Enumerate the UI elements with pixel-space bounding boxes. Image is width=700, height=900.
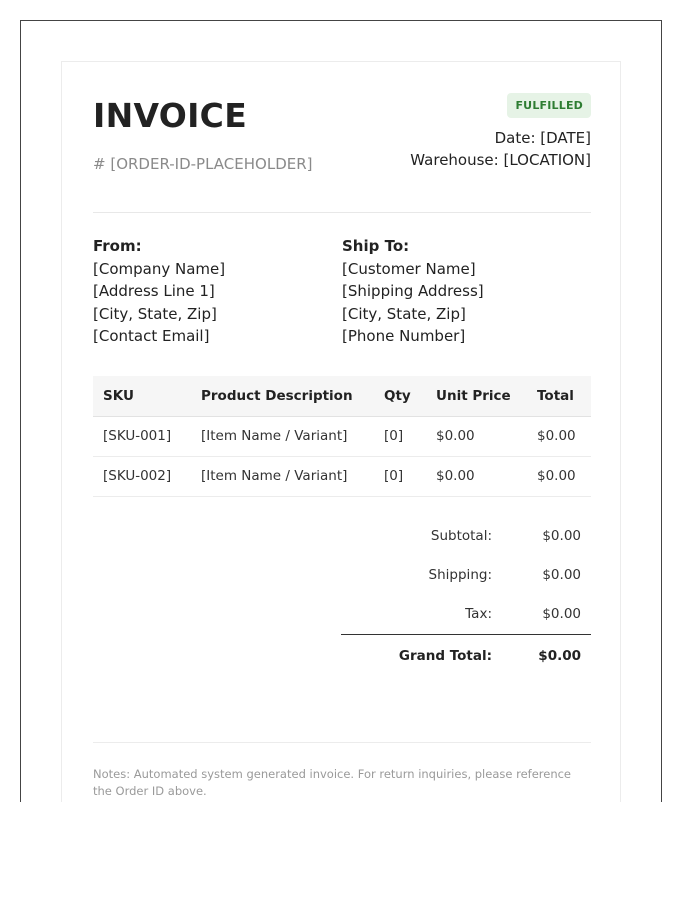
table-row xyxy=(93,456,591,496)
invoice-date: Date: [DATE] xyxy=(494,129,591,147)
column-header-qty: Qty xyxy=(374,376,426,416)
cell-sku: [SKU-001] xyxy=(93,416,191,456)
cell-qty: [0] xyxy=(374,416,426,456)
from-city-state-zip: [City, State, Zip] xyxy=(93,304,217,323)
tax-value: $0.00 xyxy=(542,606,581,622)
tax-row xyxy=(341,594,591,633)
invoice-title: INVOICE xyxy=(93,96,248,135)
column-header-sku: SKU xyxy=(93,376,191,416)
ship-to-phone-number: [Phone Number] xyxy=(342,327,466,345)
grand-total-value: $0.00 xyxy=(538,648,581,664)
cell-unit-price: $0.00 xyxy=(426,456,527,496)
cell-sku: [SKU-002] xyxy=(93,456,191,496)
invoice-content xyxy=(93,62,591,802)
cell-qty: [0] xyxy=(374,456,426,496)
from-heading: From: xyxy=(93,237,142,255)
ship-to-address-block xyxy=(342,235,591,348)
warehouse-location: Warehouse: [LOCATION] xyxy=(410,151,591,169)
cell-total: $0.00 xyxy=(527,456,591,496)
from-address-block xyxy=(93,235,333,348)
ship-to-customer-name: [Customer Name] xyxy=(342,259,476,278)
status-badge: FULFILLED xyxy=(507,93,591,118)
totals-section xyxy=(341,516,591,674)
invoice-notes: Notes: Automated system generated invoice. For return inquiries, please reference the Order ID above. xyxy=(93,767,572,798)
column-header-total: Total xyxy=(527,376,591,416)
ship-to-heading: Ship To: xyxy=(342,237,410,255)
table-header-row xyxy=(93,376,591,416)
column-header-unit-price: Unit Price xyxy=(426,376,527,416)
grand-total-row xyxy=(341,634,591,674)
cell-unit-price: $0.00 xyxy=(426,416,527,456)
subtotal-value: $0.00 xyxy=(542,528,581,544)
column-header-description: Product Description xyxy=(191,376,374,416)
header-divider xyxy=(93,212,591,213)
subtotal-row xyxy=(341,516,591,555)
tax-label: Tax: xyxy=(465,606,492,622)
shipping-label: Shipping: xyxy=(428,567,492,583)
from-address-line: [Address Line 1] xyxy=(93,282,215,300)
grand-total-label: Grand Total: xyxy=(398,648,492,664)
from-company-name: [Company Name] xyxy=(93,259,226,278)
order-id: # [ORDER-ID-PLACEHOLDER] xyxy=(93,155,313,173)
cell-description: [Item Name / Variant] xyxy=(191,416,374,456)
table-row xyxy=(93,416,591,456)
ship-to-city-state-zip: [City, State, Zip] xyxy=(342,304,466,323)
footer-divider xyxy=(93,742,591,743)
from-contact-email: [Contact Email] xyxy=(93,327,210,345)
ship-to-shipping-address: [Shipping Address] xyxy=(342,282,484,300)
shipping-row xyxy=(341,555,591,594)
cell-description: [Item Name / Variant] xyxy=(191,456,374,496)
shipping-value: $0.00 xyxy=(542,567,581,583)
line-items-table xyxy=(93,376,591,497)
cell-total: $0.00 xyxy=(527,416,591,456)
invoice-card xyxy=(61,61,621,802)
subtotal-label: Subtotal: xyxy=(430,528,492,544)
